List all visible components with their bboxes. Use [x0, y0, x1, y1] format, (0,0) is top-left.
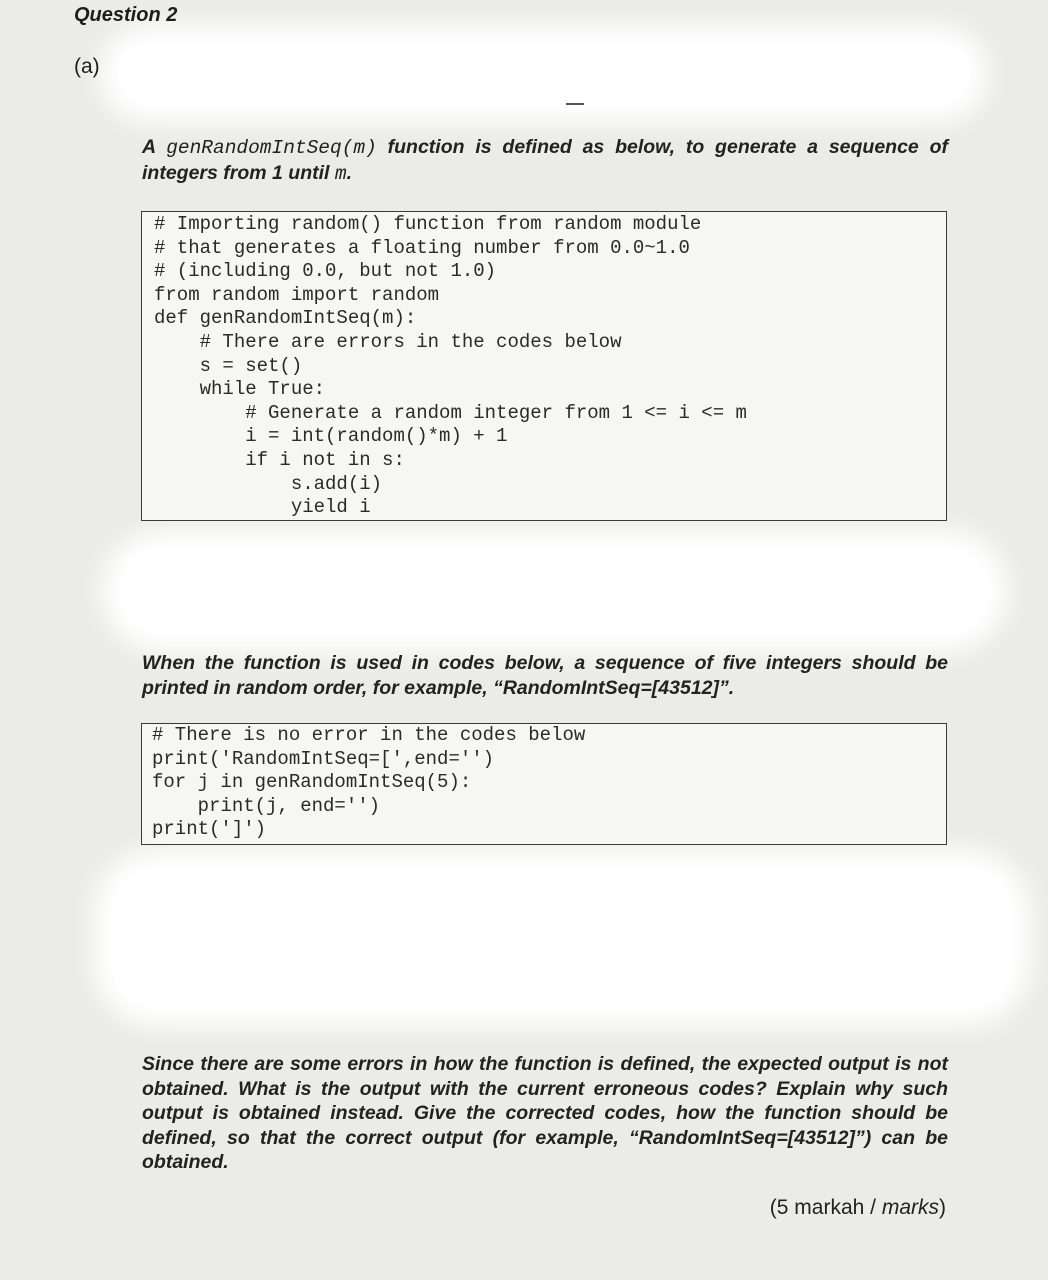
redacted-region-middle [120, 548, 990, 634]
code-line: # (including 0.0, but not 1.0) [154, 260, 497, 283]
task-paragraph: Since there are some errors in how the function is defined, the expected output is not obtained. What is the output with the current erroneous codes? Explain why such output is obtained instead. Give the corrected codes, how the function should be defined, so that the correct output (for example, “RandomIntSeq=[43512]”) can be obtained. [142, 1053, 948, 1173]
code-line: # There is no error in the codes below [152, 724, 586, 746]
code-line: # Generate a random integer from 1 <= i <= m [154, 401, 747, 424]
intro-variable: m [334, 162, 347, 185]
code-line: yield i [154, 496, 371, 519]
function-code [154, 213, 946, 520]
code-line: from random import random [154, 283, 440, 306]
code-line: # that generates a floating number from 0.0~1.0 [154, 236, 690, 259]
usage-code-box [141, 723, 947, 845]
marks-prefix: (5 markah / [769, 1196, 882, 1219]
intro-paragraph [142, 135, 948, 186]
code-line: print('RandomIntSeq=[',end='') [152, 747, 495, 770]
marks-italic: marks [881, 1196, 939, 1219]
code-line: i = int(random()*m) + 1 [154, 425, 508, 448]
part-label: (a) [74, 55, 100, 78]
usage-paragraph: When the function is used in codes below, a sequence of five integers should be printed in random order, for example, “RandomIntSeq=[43512]”. [142, 652, 948, 699]
code-line: s = set() [154, 354, 303, 377]
code-line: s.add(i) [154, 472, 383, 495]
function-signature: genRandomIntSeq(m) [166, 137, 377, 159]
code-line: for j in genRandomIntSeq(5): [152, 771, 472, 794]
code-line: # There are errors in the codes below [154, 330, 622, 353]
code-line: # Importing random() function from random module [154, 213, 702, 235]
code-line: print(j, end='') [152, 794, 381, 817]
code-line: while True: [154, 378, 326, 401]
marks-label [760, 1196, 946, 1220]
code-line: print(']') [152, 818, 267, 841]
intro-prefix: A [142, 136, 167, 158]
stray-mark [566, 103, 584, 105]
question-heading: Question 2 [74, 4, 178, 26]
intro-middle: function is defined as below, to generate a sequence of integers from 1 until [142, 136, 948, 184]
marks-suffix: ) [939, 1196, 946, 1219]
code-line: def genRandomIntSeq(m): [154, 307, 417, 330]
function-code-box [141, 211, 947, 521]
usage-code [152, 724, 946, 842]
redacted-region-top [118, 44, 970, 104]
code-line: if i not in s: [154, 448, 405, 471]
redacted-region-lower [112, 868, 1012, 1008]
intro-suffix: . [346, 161, 352, 184]
